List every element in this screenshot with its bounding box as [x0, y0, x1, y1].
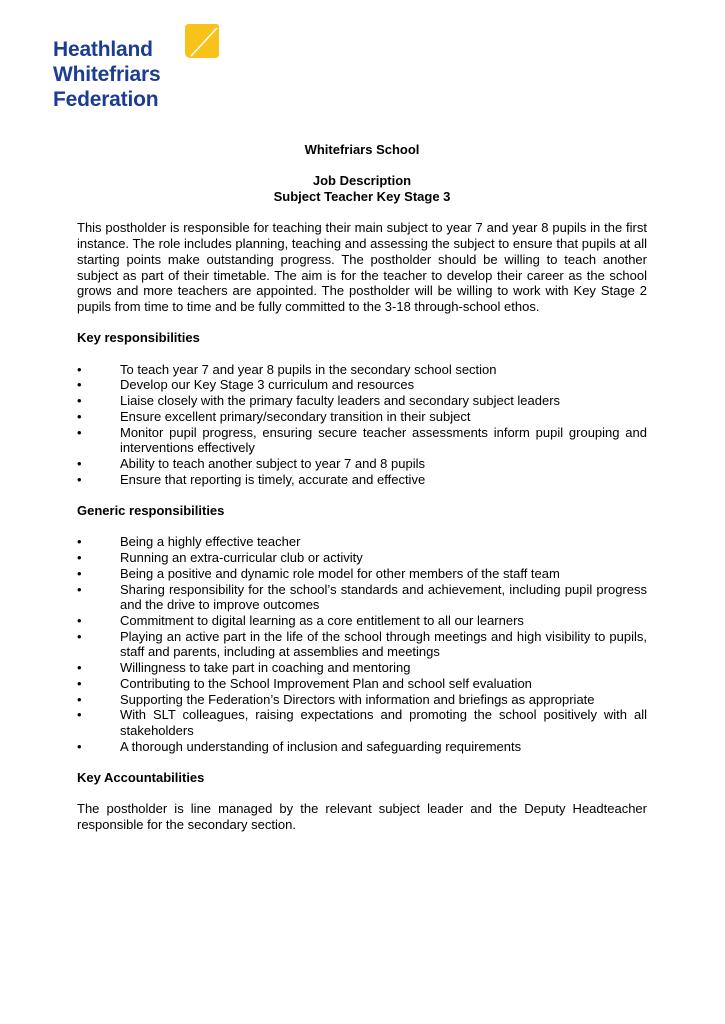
list-item [77, 425, 647, 456]
list-item [77, 472, 647, 488]
job-description-page [77, 142, 647, 833]
list-item [77, 393, 647, 409]
list-item-text: Develop our Key Stage 3 curriculum and resources [120, 377, 415, 393]
list-item [77, 692, 647, 708]
bullet-icon: • [77, 393, 82, 409]
bullet-icon: • [77, 534, 82, 550]
list-item-text: Being a positive and dynamic role model for other members of the staff team [120, 565, 560, 581]
logo-line-1: Heathland [53, 38, 153, 61]
bullet-icon: • [77, 613, 82, 628]
list-item [77, 660, 647, 676]
list-item-text: With SLT colleagues, raising expectations and promoting the school positively with all stakeholders [120, 707, 647, 738]
list-item [77, 629, 647, 660]
role-title: Subject Teacher Key Stage 3 [273, 189, 451, 205]
federation-logo [53, 22, 228, 114]
list-item [77, 676, 647, 692]
logo-line-2: Whitefriars [53, 63, 161, 86]
intro-paragraph: This postholder is responsible for teaching their main subject to year 7 and year 8 pupils in the first instance. The role includes planning, teaching and assessing the subject to ensure that pupils at all starting points make outstanding progress. The postholder should be willing to teach another subject as part of their timetable. The aim is for the teacher to develop their career as the school grows and more teachers are appointed. The postholder will be willing to work with Key Stage 2 pupils from time to time and be fully committed to the 3-18 through-school ethos. [77, 220, 647, 314]
list-item [77, 456, 647, 472]
list-item [77, 377, 647, 393]
list-item-text: Ensure excellent primary/secondary transition in their subject [120, 408, 471, 424]
bullet-icon: • [77, 456, 82, 471]
list-item-text: Ensure that reporting is timely, accurate and effective [120, 471, 426, 487]
list-item-text: A thorough understanding of inclusion and safeguarding requirements [120, 738, 522, 754]
list-item-text: Commitment to digital learning as a core entitlement to all our learners [120, 613, 524, 628]
list-item [77, 409, 647, 425]
bullet-icon: • [77, 628, 82, 644]
list-item [77, 362, 647, 378]
list-item-text: Liaise closely with the primary faculty leaders and secondary subject leaders [120, 393, 561, 409]
generic-responsibilities-heading: Generic responsibilities [77, 503, 225, 519]
list-item-text: Supporting the Federation’s Directors with information and briefings as appropriate [120, 691, 595, 707]
document-type: Job Description [312, 173, 412, 189]
bullet-icon: • [77, 738, 82, 754]
bullet-icon: • [77, 471, 82, 487]
bullet-icon: • [77, 675, 82, 691]
list-item [77, 550, 647, 566]
school-name: Whitefriars School [304, 142, 420, 157]
logo-wordmark [53, 37, 161, 112]
list-item [77, 739, 647, 755]
list-item [77, 566, 647, 582]
list-item [77, 707, 647, 738]
list-item-text: To teach year 7 and year 8 pupils in the secondary school section [120, 361, 497, 377]
logo-line-3: Federation [53, 88, 159, 111]
list-item-text: Running an extra-curricular club or activity [120, 550, 363, 566]
list-item-text: Contributing to the School Improvement Plan and school self evaluation [120, 675, 532, 691]
key-responsibilities-heading: Key responsibilities [77, 330, 200, 346]
list-item-text: Willingness to take part in coaching and mentoring [120, 660, 411, 676]
list-item-text: Ability to teach another subject to year 7 and 8 pupils [120, 456, 425, 471]
key-accountabilities-text: The postholder is line managed by the relevant subject leader and the Deputy Headteacher responsible for the secondary section. [77, 801, 647, 833]
list-item-text: Monitor pupil progress, ensuring secure teacher assessments inform pupil grouping and interventions effectively [120, 424, 647, 456]
key-responsibilities-list [77, 362, 647, 488]
list-item [77, 613, 647, 629]
key-accountabilities-heading: Key Accountabilities [77, 770, 205, 786]
bullet-icon: • [77, 581, 82, 597]
list-item [77, 582, 647, 613]
bullet-icon: • [77, 691, 82, 707]
list-item-text: Sharing responsibility for the school’s standards and achievement, including pupil progress and the drive to improve outcomes [120, 581, 647, 613]
generic-responsibilities-list [77, 534, 647, 754]
bullet-icon: • [77, 707, 82, 723]
bullet-icon: • [77, 424, 82, 440]
bullet-icon: • [77, 361, 82, 377]
bullet-icon: • [77, 565, 82, 581]
leaf-icon [183, 22, 221, 60]
list-item [77, 534, 647, 550]
bullet-icon: • [77, 377, 82, 393]
list-item-text: Playing an active part in the life of the school through meetings and high visibility to pupils, staff and parents, including at assemblies and meetings [120, 628, 647, 660]
bullet-icon: • [77, 660, 82, 676]
bullet-icon: • [77, 550, 82, 566]
bullet-icon: • [77, 408, 82, 424]
list-item-text: Being a highly effective teacher [120, 534, 301, 550]
